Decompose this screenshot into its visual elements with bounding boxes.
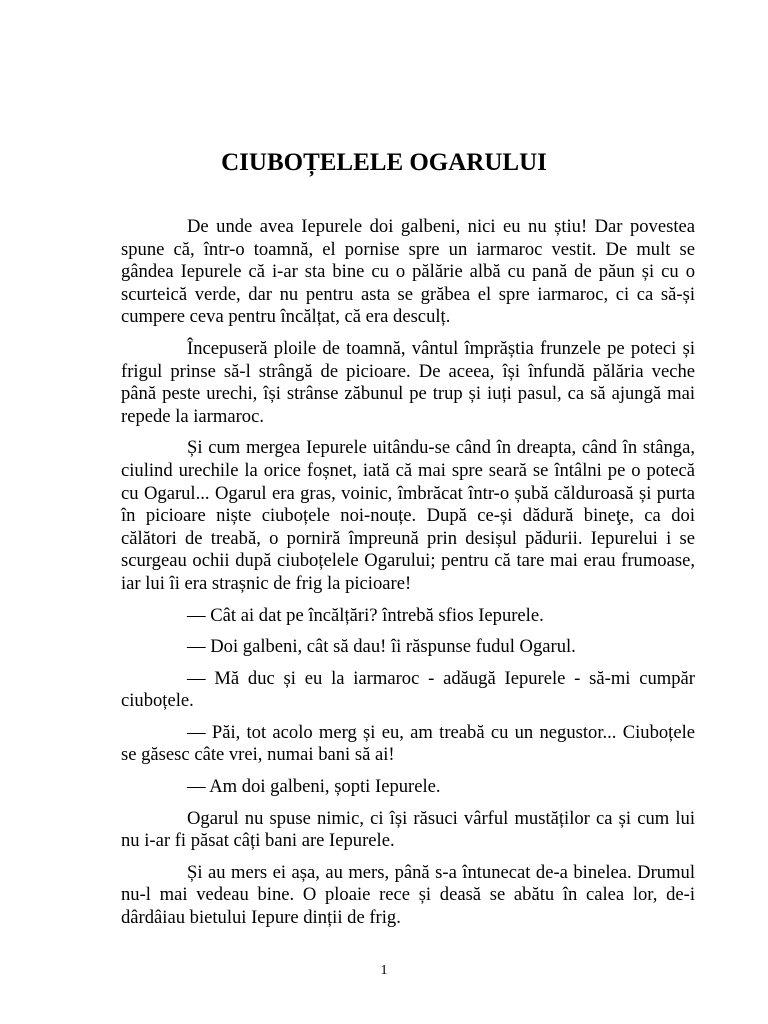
page-title: CIUBOȚELELE OGARULUI (221, 149, 547, 176)
dialogue-line: — Doi galbeni, cât să dau! îi răspunse fudul Ogarul. (187, 636, 576, 658)
dialogue-line: — Mă duc și eu la iarmaroc - adăugă Iepurele - să-mi cumpăr ciuboțele. (121, 667, 695, 712)
paragraph: Și au mers ei așa, au mers, până s-a întunecat de-a binelea. Drumul nu-l mai vedeau bine. O ploaie rece și deasă se abătu în calea lor, de-i dârdâiau bietului Iepure dinții de frig. (121, 861, 695, 929)
paragraph: Și cum mergea Iepurele uitându-se când în dreapta, când în stânga, ciulind urechile la orice foșnet, iată că mai spre seară se întâlni pe o potecă cu Ogarul... Ogarul era gras, voinic, îmbrăcat într-o șubă călduroasă și purta în picioare niște ciuboțele noi-nouțe. După ce-și dădură bineţe, ca doi călători de treabă, o porniră împreună prin desișul pădurii. Iepurelui i se scurgeau ochii după ciuboțelele Ogarului; pentru că tare mai erau frumoase, iar lui îi era strașnic de frig la picioare! (121, 437, 695, 594)
paragraph: Începuseră ploile de toamnă, vântul împrăștia frunzele pe poteci și frigul prinse să-l strângă de picioare. De aceea, își înfundă pălăria veche până peste urechi, își strânse zăbunul pe trup și iuți pasul, ca să ajungă mai repede la iarmaroc. (121, 337, 695, 427)
dialogue-line: — Cât ai dat pe încălțări? întrebă sfios Iepurele. (187, 604, 544, 626)
story-body (121, 216, 695, 939)
paragraph: De unde avea Iepurele doi galbeni, nici eu nu știu! Dar povestea spune că, într-o toamnă, el pornise spre un iarmaroc vestit. De mult se gândea Iepurele că i-ar sta bine cu o pălărie albă cu pană de păun și cu o scurteică verde, dar nu pentru asta se grăbea el spre iarmaroc, ci ca să-și cumpere ceva pentru încălțat, că era desculț. (121, 216, 695, 328)
dialogue-line: — Am doi galbeni, șopti Iepurele. (187, 776, 441, 798)
paragraph: Ogarul nu spuse nimic, ci își răsuci vârful mustăților ca și cum lui nu i-ar fi păsat câți bani are Iepurele. (121, 807, 695, 852)
page-number: 1 (380, 963, 388, 978)
dialogue-line: — Păi, tot acolo merg și eu, am treabă cu un negustor... Ciuboțele se găsesc câte vrei, numai bani să ai! (121, 721, 695, 766)
